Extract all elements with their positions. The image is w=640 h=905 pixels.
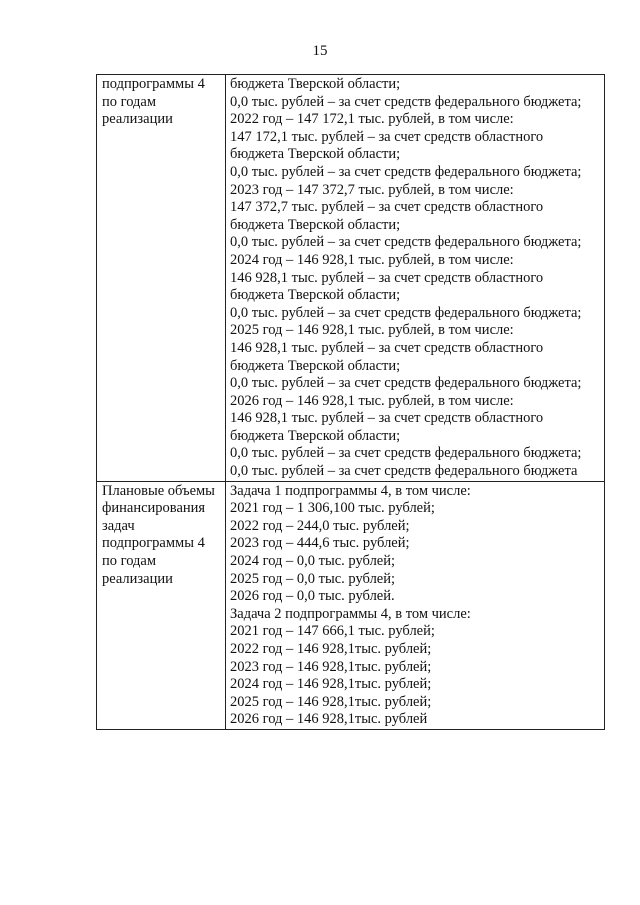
funding-line: 2025 год – 146 928,1 тыс. рублей, в том числе: <box>230 322 514 339</box>
funding-line: 146 928,1 тыс. рублей – за счет средств областного <box>230 410 544 427</box>
row-label-line: реализации <box>102 570 173 587</box>
funding-line: 2026 год – 0,0 тыс. рублей. <box>230 588 395 605</box>
row-label-cell <box>97 481 226 729</box>
funding-line: 147 372,7 тыс. рублей – за счет средств областного <box>230 199 544 216</box>
funding-line: 2021 год – 1 306,100 тыс. рублей; <box>230 500 435 517</box>
funding-line: 2024 год – 146 928,1 тыс. рублей, в том числе: <box>230 251 514 268</box>
funding-line: 0,0 тыс. рублей – за счет средств федерального бюджета; <box>230 93 582 110</box>
funding-line: 0,0 тыс. рублей – за счет средств федерального бюджета <box>230 463 578 480</box>
row-label-cell <box>97 75 226 482</box>
funding-line: 2022 год – 147 172,1 тыс. рублей, в том числе: <box>230 111 514 128</box>
funding-line: 2023 год – 146 928,1тыс. рублей; <box>230 658 432 675</box>
row-label-line: финансирования <box>102 500 206 517</box>
funding-line: 0,0 тыс. рублей – за счет средств федерального бюджета; <box>230 163 582 180</box>
row-label-line: реализации <box>102 111 173 128</box>
funding-table <box>96 74 605 730</box>
funding-line: 2022 год – 244,0 тыс. рублей; <box>230 517 410 534</box>
funding-line: бюджета Тверской области; <box>230 216 401 233</box>
funding-line: 2024 год – 146 928,1тыс. рублей; <box>230 676 432 693</box>
funding-line: бюджета Тверской области; <box>230 357 401 374</box>
funding-line: 2025 год – 146 928,1тыс. рублей; <box>230 693 432 710</box>
row-label-line: подпрограммы 4 <box>102 76 205 92</box>
row-label-line: по годам <box>102 553 157 570</box>
funding-line: 0,0 тыс. рублей – за счет средств федерального бюджета; <box>230 445 582 462</box>
funding-line: 2025 год – 0,0 тыс. рублей; <box>230 570 396 587</box>
funding-line: 2023 год – 147 372,7 тыс. рублей, в том числе: <box>230 181 514 198</box>
funding-line: бюджета Тверской области; <box>230 427 401 444</box>
funding-line: 2026 год – 146 928,1 тыс. рублей, в том числе: <box>230 392 514 409</box>
funding-line: бюджета Тверской области; <box>230 146 401 163</box>
funding-table-body <box>97 75 605 730</box>
funding-line: 2022 год – 146 928,1тыс. рублей; <box>230 641 432 657</box>
funding-line: 146 928,1 тыс. рублей – за счет средств областного <box>230 339 544 356</box>
row-label-line: Плановые объемы <box>102 482 215 499</box>
row-label-line: по годам <box>102 93 157 110</box>
funding-line: Задача 2 подпрограммы 4, в том числе: <box>230 605 471 622</box>
funding-line: 147 172,1 тыс. рублей – за счет средств областного <box>230 128 544 145</box>
funding-line: 2021 год – 147 666,1 тыс. рублей; <box>230 623 435 640</box>
funding-line: бюджета Тверской области; <box>230 287 401 304</box>
funding-line: 2026 год – 146 928,1тыс. рублей <box>230 711 428 728</box>
funding-line: 0,0 тыс. рублей – за счет средств федерального бюджета; <box>230 234 582 251</box>
funding-line: 146 928,1 тыс. рублей – за счет средств областного <box>230 269 544 286</box>
row-content-cell <box>226 481 605 729</box>
funding-line: Задача 1 подпрограммы 4, в том числе: <box>230 482 471 499</box>
funding-line: 0,0 тыс. рублей – за счет средств федерального бюджета; <box>230 375 582 392</box>
row-label-line: задач <box>102 517 135 534</box>
funding-line: 2024 год – 0,0 тыс. рублей; <box>230 553 396 570</box>
funding-line: бюджета Тверской области; <box>230 76 401 92</box>
page-number: 15 <box>312 43 328 59</box>
funding-line: 0,0 тыс. рублей – за счет средств федерального бюджета; <box>230 304 582 321</box>
row-label-line: подпрограммы 4 <box>102 535 205 552</box>
table-row <box>97 75 605 482</box>
row-content-cell <box>226 75 605 482</box>
table-row <box>97 481 605 729</box>
funding-line: 2023 год – 444,6 тыс. рублей; <box>230 535 410 552</box>
